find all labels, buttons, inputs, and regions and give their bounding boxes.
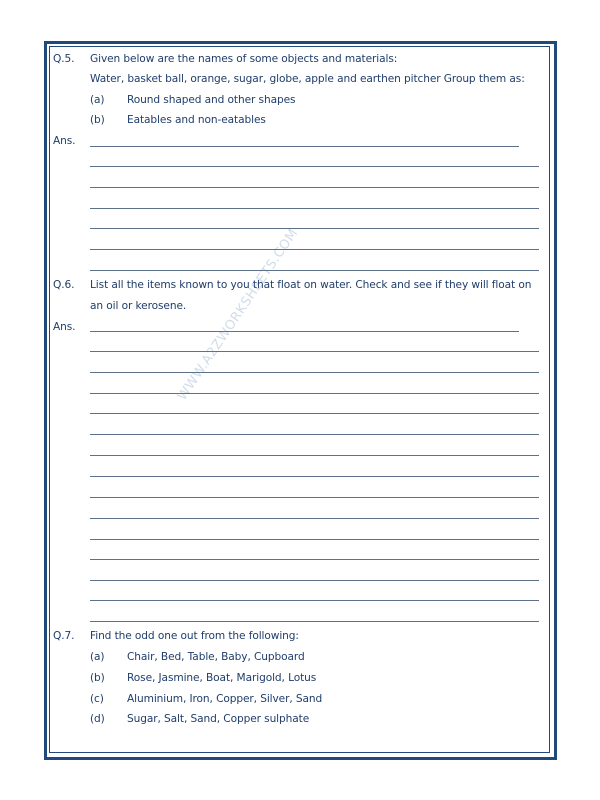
answer-line[interactable] bbox=[90, 476, 539, 477]
option-text: Eatables and non-eatables bbox=[127, 114, 266, 126]
answer-line[interactable] bbox=[90, 413, 539, 414]
option-label: (a) bbox=[90, 94, 105, 106]
option-text: Rose, Jasmine, Boat, Marigold, Lotus bbox=[127, 672, 317, 684]
answer-label: Ans. bbox=[53, 135, 76, 147]
answer-line[interactable] bbox=[90, 331, 519, 332]
answer-line[interactable] bbox=[90, 518, 539, 519]
answer-line[interactable] bbox=[90, 455, 539, 456]
answer-line[interactable] bbox=[90, 434, 539, 435]
question-number: Q.7. bbox=[53, 630, 75, 642]
answer-line[interactable] bbox=[90, 146, 519, 147]
question-text: an oil or kerosene. bbox=[90, 300, 187, 312]
option-text: Chair, Bed, Table, Baby, Cupboard bbox=[127, 651, 305, 663]
answer-line[interactable] bbox=[90, 166, 539, 167]
option-label: (b) bbox=[90, 114, 105, 126]
answer-line[interactable] bbox=[90, 559, 539, 560]
answer-line[interactable] bbox=[90, 621, 539, 622]
option-label: (d) bbox=[90, 713, 105, 725]
answer-line[interactable] bbox=[90, 600, 539, 601]
answer-line[interactable] bbox=[90, 372, 539, 373]
question-number: Q.6. bbox=[53, 279, 75, 291]
watermark: WWW.A2ZWORKSHEETS.COM bbox=[175, 226, 302, 404]
answer-line[interactable] bbox=[90, 580, 539, 581]
question-text: List all the items known to you that float on water. Check and see if they will float on bbox=[90, 279, 532, 291]
answer-line[interactable] bbox=[90, 539, 539, 540]
question-text: Find the odd one out from the following: bbox=[90, 630, 299, 642]
option-label: (b) bbox=[90, 672, 105, 684]
question-text: Given below are the names of some objects and materials: bbox=[90, 53, 398, 65]
answer-line[interactable] bbox=[90, 249, 539, 250]
option-text: Aluminium, Iron, Copper, Silver, Sand bbox=[127, 693, 323, 705]
option-text: Round shaped and other shapes bbox=[127, 94, 296, 106]
answer-line[interactable] bbox=[90, 187, 539, 188]
answer-line[interactable] bbox=[90, 208, 539, 209]
answer-line[interactable] bbox=[90, 393, 539, 394]
answer-label: Ans. bbox=[53, 321, 76, 333]
option-label: (c) bbox=[90, 693, 104, 705]
question-text: Water, basket ball, orange, sugar, globe, apple and earthen pitcher Group them as: bbox=[90, 73, 525, 85]
question-number: Q.5. bbox=[53, 53, 75, 65]
answer-line[interactable] bbox=[90, 228, 539, 229]
answer-line[interactable] bbox=[90, 351, 539, 352]
answer-line[interactable] bbox=[90, 497, 539, 498]
option-text: Sugar, Salt, Sand, Copper sulphate bbox=[127, 713, 310, 725]
option-label: (a) bbox=[90, 651, 105, 663]
worksheet-inner-border bbox=[49, 46, 550, 753]
answer-line[interactable] bbox=[90, 270, 539, 271]
